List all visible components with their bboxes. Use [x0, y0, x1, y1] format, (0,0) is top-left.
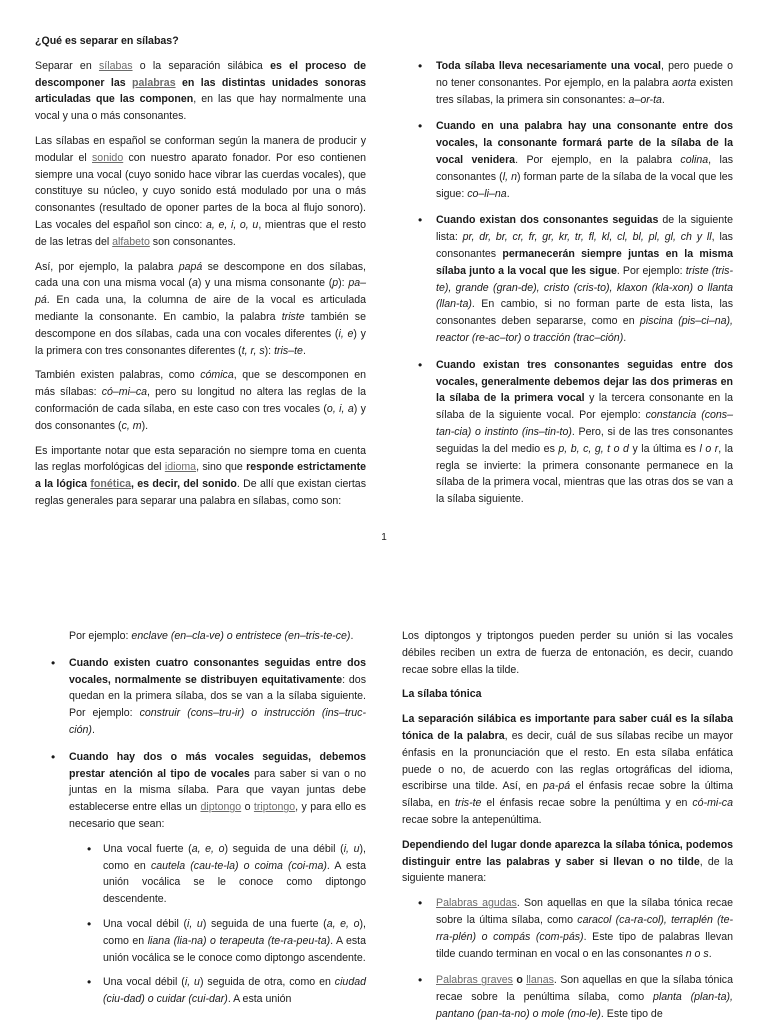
link-alfabeto[interactable]: alfabeto — [112, 235, 150, 248]
list-item: • Cuando existan dos consonantes seguidas de la siguiente lista: pr, dr, br, cr, fr, gr, kr, tr, fl, kl, cl, bl, pl, gl, ch y ll, las consonantes permanecerán siempre juntas en la misma sílaba junto a la vocal que les sigue. Por ejemplo: triste (tris-te), grande (gran-de), cristo (cris-to), klaxon (kla-xon) o llanta (llan-ta). En cambio, si no forman parte de esta lista, las consonantes deben separarse, como en piscina (pis–ci–na), reactor (re-ac–tor) o tracción (trac–ción). — [402, 212, 733, 346]
page1-left-column — [35, 33, 366, 518]
link-palabras-graves[interactable]: Palabras graves — [436, 974, 513, 987]
paragraph-phonetic: Es importante notar que esta separación no siempre toma en cuenta las reglas morfológicas del idioma, sino que responde estrictamente a la lógica fonética, es decir, del sonido. De allí que existan ciertas reglas generales para separar una palabra en sílabas, como son: — [35, 444, 366, 507]
page2-left-column — [35, 628, 366, 1018]
paragraph-example-papa: Así, por ejemplo, la palabra papá se descompone en dos sílabas, cada una con una misma vocal (a) y una misma consonante (p): pa–pá. En cada una, la columna de aire de la vocal es articulada mediante la consonante. En cambio, la palabra triste también se descompone en dos sílabas, cada una con vocales diferentes (i, e) y la primera con tres consonantes diferentes (t, r, s): tris–te. — [35, 260, 366, 357]
paragraph-tonic-position: Dependiendo del lugar donde aparezca la sílaba tónica, podemos distinguir entre las palabras y saber si llevan o no tilde, de la siguiente manera: — [402, 838, 733, 885]
section-heading: ¿Qué es separar en sílabas? — [35, 35, 179, 47]
rules-list — [402, 58, 733, 508]
link-idioma[interactable]: idioma — [164, 461, 197, 474]
list-item: • Cuando existan tres consonantes seguidas entre dos vocales, generalmente debemos dejar las dos primeras en la sílaba de la primera vocal y la tercera consonante en la sílaba de la siguiente vocal. Por ejemplo: constancia (cons–tan-cia) o instinto (ins–tin-to). Pero, si de las tres consonantes seguidas la del medio es p, b, c, g, t o d y la última es l o r, la regla se invierte: la primera consonante permanece en la sílaba de la primera vocal, mientras que las otras dos se van a la sílaba siguiente. — [402, 357, 733, 508]
document-page-2 — [0, 612, 768, 1024]
page2-right-column — [402, 628, 733, 1024]
link-sonido[interactable]: sonido — [92, 151, 124, 164]
link-diptongo[interactable]: diptongo — [200, 801, 242, 814]
rules-list-continued — [35, 655, 366, 1008]
paragraph-example-comica: También existen palabras, como cómica, que se descomponen en más sílabas: có–mi–ca, pero su longitud no altera las reglas de la conformación de cada sílaba, en este caso con tres vocales (o, i, a) y dos consonantes (c, m). — [35, 369, 366, 432]
link-palabras-agudas[interactable]: Palabras agudas — [436, 897, 517, 910]
paragraph-continuation: Por ejemplo: enclave (en–cla-ve) o entristece (en–tris-te-ce). — [69, 630, 354, 642]
paragraph-sounds: Las sílabas en español se conforman según la manera de producir y modular el sonido con nuestro aparato fonador. Por eso contienen siempre una vocal (cuyo sonido hace vibrar las cuerdas vocales), que constituye su núcleo, y cuyo sonido está modulado por una o más consonantes (resultado de oponer partes de la boca al flujo sonoro). Las vocales del español son cinco: a, e, i, o, u, mientras que el resto de las letras del alfabeto son consonantes. — [35, 134, 367, 248]
paragraph-intro: Separar en sílabas o la separación silábica es el proceso de descomponer las palabras en las distintas unidades sonoras articuladas que las componen, en las que hay normalmente una vocal y una o más consonantes. — [35, 59, 367, 123]
link-palabras[interactable]: palabras — [132, 76, 176, 89]
section-heading: La sílaba tónica — [402, 688, 482, 701]
list-item: • Una vocal débil (i, u) seguida de una fuerte (a, e, o), como en liana (lia-na) o terapeuta (te-ra-peu-ta). A esta unión vocálica se le conoce como diptongo ascendente. — [69, 916, 366, 966]
list-item: • Toda sílaba lleva necesariamente una vocal, pero puede o no tener consonantes. Por ejemplo, en la palabra aorta existen tres sílabas, la primera sin consonantes: a–or-ta. — [402, 58, 733, 108]
link-silabas[interactable]: sílabas — [98, 59, 133, 72]
link-llanas[interactable]: llanas — [526, 974, 554, 987]
link-fonetica[interactable]: fonética — [90, 478, 131, 491]
paragraph-tonic: La separación silábica es importante para saber cuál es la sílaba tónica de la palabra, es decir, cuál de sus sílabas recibe un mayor énfasis en la pronunciación que el resto. En esta sílaba enfática puede o no, de acuerdo con las reglas ortográficas del idioma, escribirse una tilde. Así, en pa-pá el énfasis recae sobre la última sílaba, en tris-te el énfasis recae sobre la penúltima y en có-mi-ca recae sobre la antepenúltima. — [402, 713, 733, 826]
list-item: • Cuando hay dos o más vocales seguidas, debemos prestar atención al tipo de vocales para saber si van o no juntas en la misma sílaba. Para que vayan juntas debe establecerse entre ellas un diptongo o triptongo, y para ello es necesario que sean: • Una vocal fuerte (a, e, o) seguida de una débil (i, u), como en cautela (cau-te-la) o coima (coi-ma). A esta unión vocálica se le conoce como diptongo descendente. • Una vocal débil (i, u) seguida de una fuerte (a, e, o), como en liana (lia-na) o terapeuta (te-ra-peu-ta). A esta unión vocálica se le conoce como diptongo ascendente. • Una vocal débil (i, u) seguida de otra, como en ciudad (ciu-dad) o cuidar (cui-dar). A esta unión — [35, 749, 366, 1008]
list-item: • Una vocal débil (i, u) seguida de otra, como en ciudad (ciu-dad) o cuidar (cui-dar). A esta unión — [69, 974, 366, 1008]
link-triptongo[interactable]: triptongo — [253, 801, 296, 814]
list-item: • Cuando en una palabra hay una consonante entre dos vocales, la consonante formará parte de la sílaba de la vocal venidera. Por ejemplo, en la palabra colina, las consonantes (l, n) forman parte de la sílaba de la vocal que les sigue: co–li–na. — [402, 118, 733, 202]
page-number: 1 — [381, 532, 387, 543]
list-item: • Cuando existen cuatro consonantes seguidas entre dos vocales, normalmente se distribuyen equitativamente: dos quedan en la primera sílaba, dos se van a la sílaba siguiente. Por ejemplo: construir (cons–tru-ir) o instrucción (ins–truc-ción). — [35, 655, 366, 739]
vowel-types-list — [69, 841, 366, 1008]
list-item: • Palabras agudas. Son aquellas en que la sílaba tónica recae sobre la última sílaba, como caracol (ca-ra-col), terraplén (te-rra-plén) o compás (com-pás). Este tipo de palabras llevan tilde cuando terminan en vocal o en las consonantes n o s. — [402, 895, 733, 962]
list-item: • Una vocal fuerte (a, e, o) seguida de una débil (i, u), como en cautela (cau-te-la) o coima (coi-ma). A esta unión vocálica se le conoce como diptongo descendente. — [69, 841, 366, 908]
word-types-list — [402, 895, 733, 1023]
paragraph-diphthongs: Los diptongos y triptongos pueden perder su unión si las vocales débiles reciben un extra de fuerza de entonación, es decir, cuando recae sobre ellas la tilde. — [402, 630, 733, 676]
page-gap — [0, 560, 768, 612]
page1-right-column — [402, 58, 733, 518]
list-item: • Palabras graves o llanas. Son aquellas en que la sílaba tónica recae sobre la penúltima sílaba, como planta (plan-ta), pantano (pan-ta-no) o mole (mo-le). Este tipo de — [402, 972, 733, 1022]
